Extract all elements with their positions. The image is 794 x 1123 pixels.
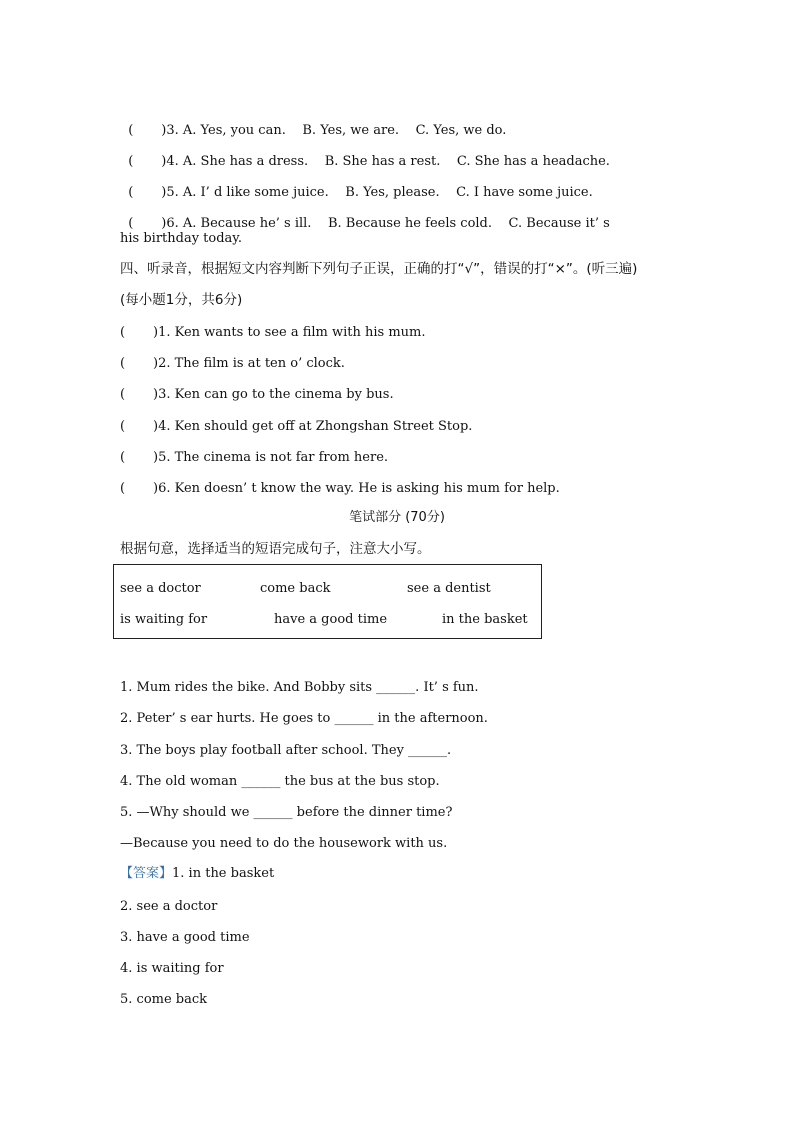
mc-question-4 (120, 138, 610, 170)
section4-title: 四、听录音，根据短文内容判断下列句子正误，正确的打“√”，错误的打“×”。(听三遍) (120, 261, 638, 277)
answer-line-3: 3. have a good time (120, 930, 250, 945)
fill-question-5-reply: —Because you need to do the housework with us. (120, 836, 448, 851)
question-number: )4. (161, 154, 179, 169)
question-number: )3. (161, 123, 179, 138)
question-number: )6. (161, 216, 179, 231)
option-a: A. I’ d like some juice. (182, 185, 329, 200)
answer-paren: ( (128, 123, 134, 138)
tf-item-4 (120, 419, 472, 435)
answer-line-4: 4. is waiting for (120, 961, 224, 976)
section4-score: (每小题1分，共6分) (120, 292, 243, 308)
fill-question-2: 2. Peter’ s ear hurts. He goes to ______ in the afternoon. (120, 711, 488, 726)
tf-item-2 (120, 356, 345, 372)
option-b: B. Yes, please. (345, 185, 440, 200)
answer-paren: ( (128, 216, 134, 231)
tf-text: )5. The cinema is not far from here. (153, 450, 389, 465)
answer-tag: 【答案】 (120, 866, 173, 881)
mc-question-6 (120, 200, 610, 232)
phrase-come-back: come back (260, 581, 331, 596)
answer-paren: ( (128, 185, 134, 200)
phrase-in-the-basket: in the basket (442, 612, 528, 627)
answer-paren: ( (128, 154, 134, 169)
phrase-have-a-good-time: have a good time (274, 612, 388, 627)
answer-paren: ( (120, 419, 126, 434)
written-part-heading: 笔试部分 (70分) (349, 510, 445, 525)
word-box (113, 564, 542, 639)
option-a: A. Because he’ s ill. (182, 216, 312, 231)
option-c: C. She has a headache. (456, 154, 610, 169)
option-b: B. Because he feels cold. (327, 216, 493, 231)
tf-item-5 (120, 450, 388, 466)
tf-text: )2. The film is at ten o’ clock. (153, 356, 345, 371)
mc-question-3 (120, 107, 506, 139)
answer-line-1 (120, 866, 274, 882)
option-b: B. She has a rest. (324, 154, 441, 169)
mc-question-5 (120, 169, 593, 201)
option-a: A. She has a dress. (182, 154, 309, 169)
fill-question-5: 5. —Why should we ______ before the dinner time? (120, 805, 453, 820)
option-b: B. Yes, we are. (302, 123, 400, 138)
mc-continuation: his birthday today. (120, 231, 243, 246)
tf-text: )4. Ken should get off at Zhongshan Street Stop. (153, 419, 473, 434)
tf-text: )6. Ken doesn’ t know the way. He is asking his mum for help. (153, 481, 560, 496)
tf-item-3 (120, 387, 394, 403)
tf-text: )1. Ken wants to see a film with his mum. (153, 325, 426, 340)
answer-paren: ( (120, 450, 126, 465)
fill-question-3: 3. The boys play football after school. They ______. (120, 743, 452, 758)
option-c: C. Yes, we do. (415, 123, 507, 138)
phrase-is-waiting-for: is waiting for (120, 612, 208, 627)
tf-item-6 (120, 481, 560, 497)
option-c: C. I have some juice. (456, 185, 593, 200)
answer-paren: ( (120, 387, 126, 402)
option-a: A. Yes, you can. (182, 123, 286, 138)
tf-item-1 (120, 325, 426, 341)
question-number: )5. (161, 185, 179, 200)
phrase-see-a-doctor: see a doctor (120, 581, 201, 596)
answer-line-5: 5. come back (120, 992, 208, 1007)
answer-paren: ( (120, 481, 126, 496)
phrase-see-a-dentist: see a dentist (407, 581, 491, 596)
instruction: 根据句意，选择适当的短语完成句子，注意大小写。 (120, 541, 431, 557)
answer-paren: ( (120, 325, 126, 340)
fill-question-1: 1. Mum rides the bike. And Bobby sits ______. It’ s fun. (120, 680, 479, 695)
answer-paren: ( (120, 356, 126, 371)
answer-line-2: 2. see a doctor (120, 899, 218, 914)
answer-text: 1. in the basket (172, 866, 275, 881)
tf-text: )3. Ken can go to the cinema by bus. (153, 387, 394, 402)
option-c: C. Because it’ s (508, 216, 610, 231)
fill-question-4: 4. The old woman ______ the bus at the bus stop. (120, 774, 440, 789)
